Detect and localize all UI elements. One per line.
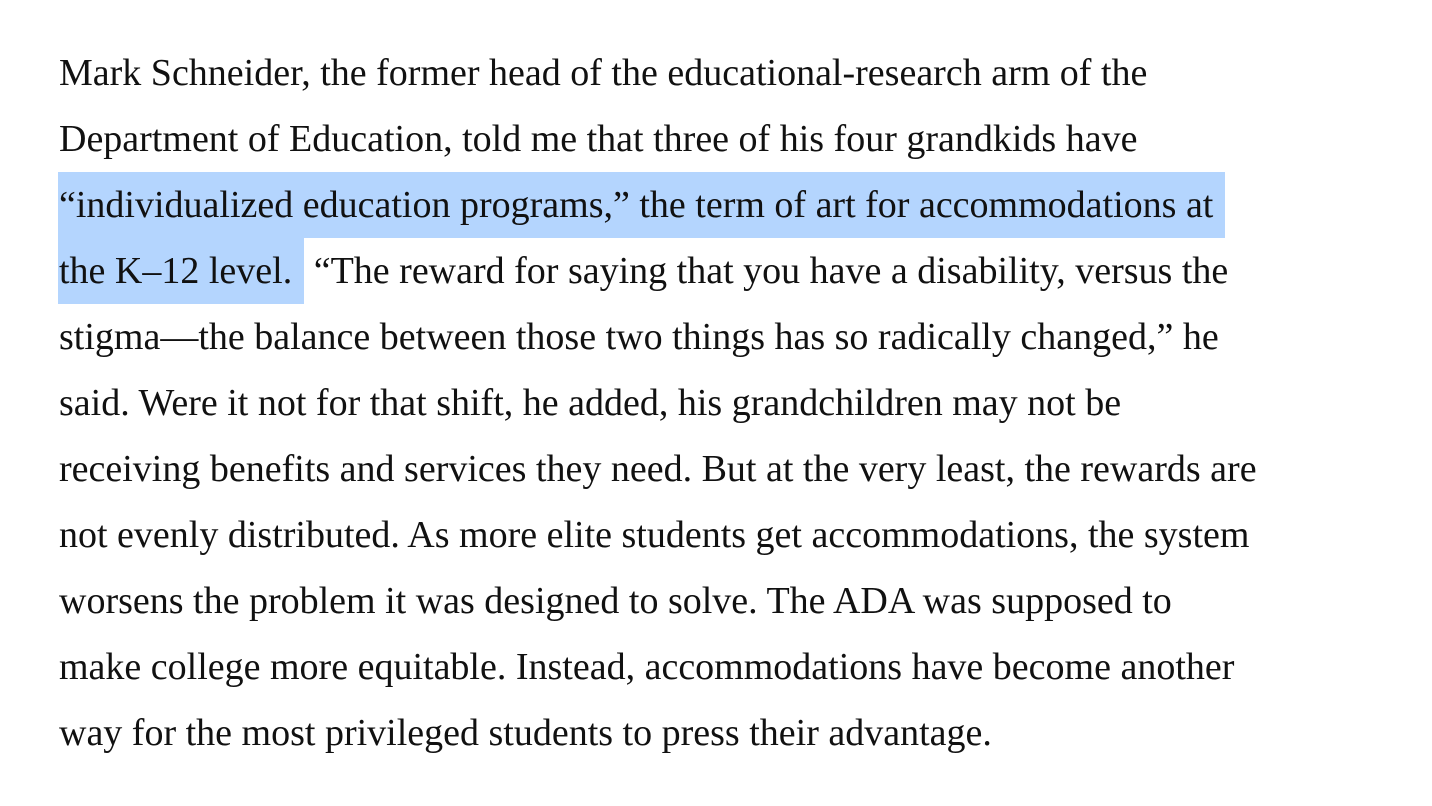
paragraph-line-4 (59, 238, 1399, 304)
paragraph-line-3 (59, 172, 1399, 238)
quote-continuation: “The reward for saying that you have a disability, versus the (304, 250, 1229, 292)
paragraph-line-7: receiving benefits and services they need. But at the very least, the rewards are (59, 448, 1257, 490)
paragraph-line-11: way for the most privileged students to press their advantage. (59, 712, 992, 754)
paragraph-line-2: Department of Education, told me that three of his four grandkids have (59, 118, 1138, 160)
paragraph-line-8: not evenly distributed. As more elite students get accommodations, the system (59, 514, 1250, 556)
selected-text-line-4[interactable]: the K–12 level. (58, 238, 304, 304)
article-paragraph (59, 40, 1399, 766)
paragraph-line-10: make college more equitable. Instead, accommodations have become another (59, 646, 1235, 688)
paragraph-line-6: said. Were it not for that shift, he added, his grandchildren may not be (59, 382, 1122, 424)
paragraph-line-9: worsens the problem it was designed to solve. The ADA was supposed to (59, 580, 1172, 622)
paragraph-line-1: Mark Schneider, the former head of the educational-research arm of the (59, 52, 1148, 94)
paragraph-line-5: stigma—the balance between those two things has so radically changed,” he (59, 316, 1219, 358)
selected-text-line-3[interactable]: “individualized education programs,” the term of art for accommodations at (58, 172, 1225, 238)
